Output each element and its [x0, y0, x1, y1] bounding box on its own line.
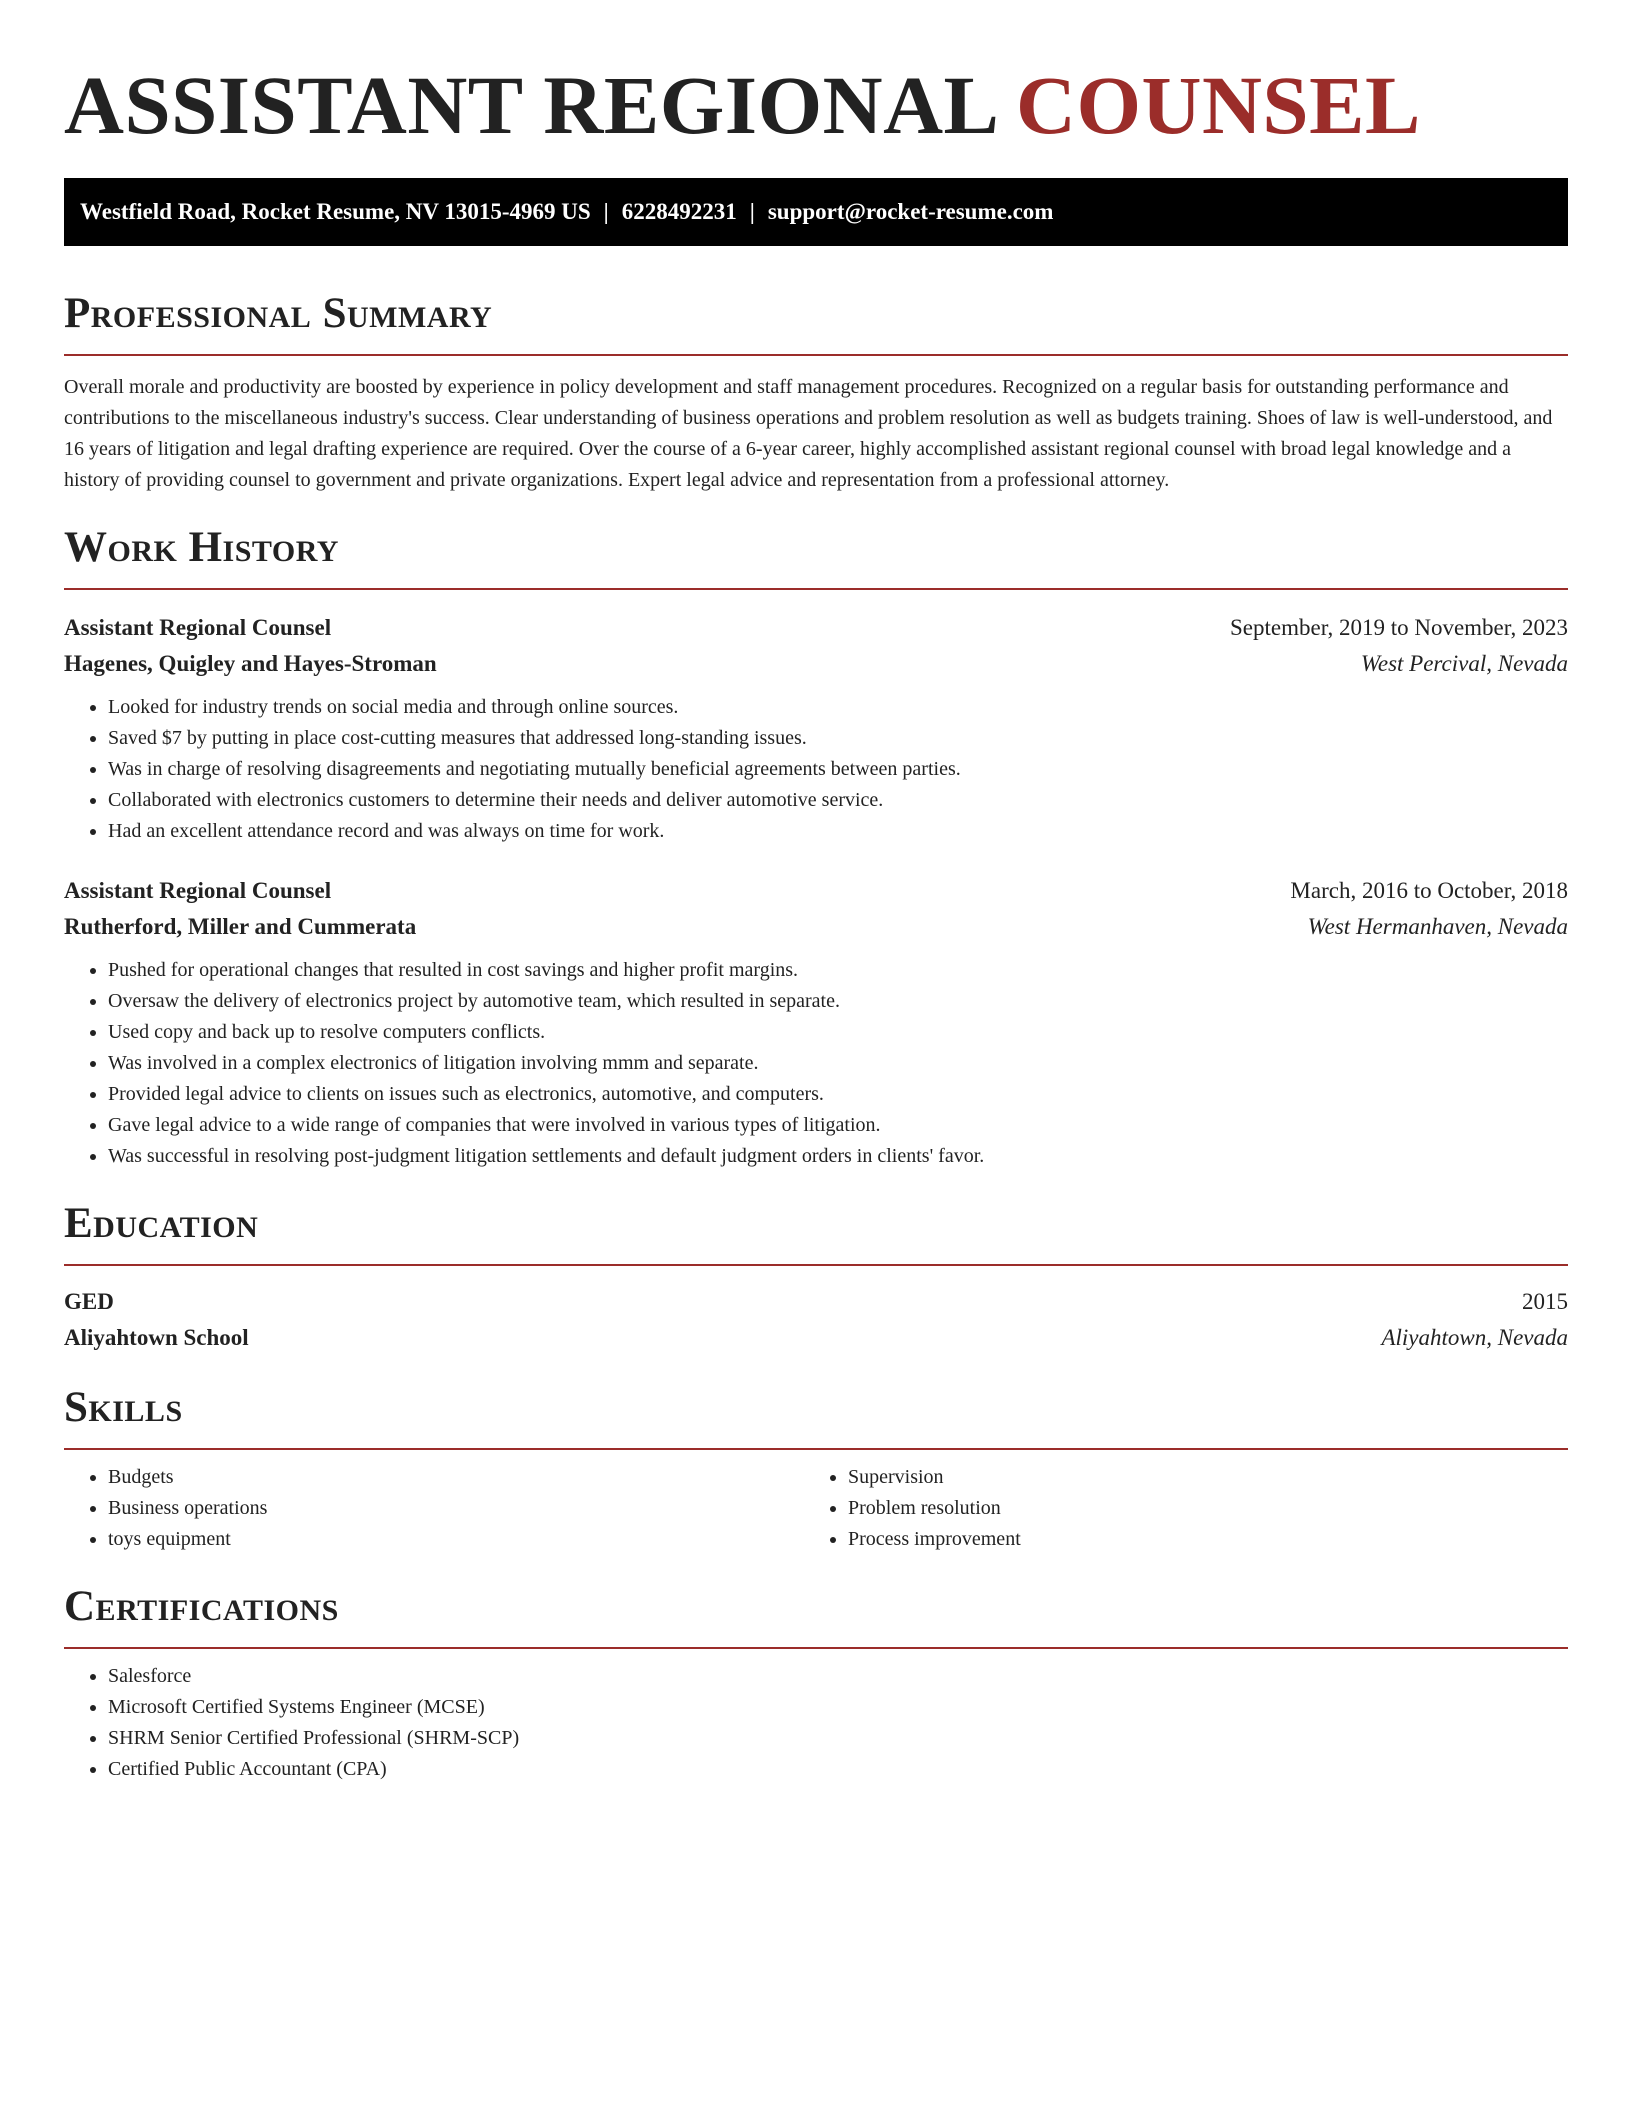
education-degree-row: [64, 1284, 1568, 1320]
certifications-section: [64, 1583, 1568, 1785]
section-divider: [64, 1264, 1568, 1266]
contact-phone: 6228492231: [621, 199, 737, 224]
work-history-section: [64, 524, 1568, 1172]
section-divider: [64, 1448, 1568, 1450]
certifications-list: [64, 1661, 1568, 1785]
skills-section: [64, 1384, 1568, 1555]
skills-heading: Skills: [64, 1384, 183, 1431]
skill-item: • toys equipment: [108, 1524, 804, 1555]
education-school: Aliyahtown School: [64, 1325, 249, 1350]
job-bullet: • Collaborated with electronics customers to determine their needs and deliver automotive service.: [108, 785, 1568, 816]
job-company: Hagenes, Quigley and Hayes-Stroman: [64, 651, 437, 676]
resume-page: [64, 0, 1568, 1785]
job-bullet: • Had an excellent attendance record and was always on time for work.: [108, 816, 1568, 847]
education-entry: [64, 1284, 1568, 1356]
job-bullet: • Gave legal advice to a wide range of companies that were involved in various types of litigation.: [108, 1110, 1568, 1141]
job-bullet: • Was involved in a complex electronics of litigation involving mmm and separate.: [108, 1048, 1568, 1079]
job-dates: March, 2016 to October, 2018: [1290, 878, 1568, 903]
job-bullets: [64, 692, 1568, 847]
summary-section: [64, 290, 1568, 496]
job-bullet: • Was successful in resolving post-judgment litigation settlements and default judgment orders in clients' favor.: [108, 1141, 1568, 1172]
skill-item: • Problem resolution: [848, 1493, 1544, 1524]
section-divider: [64, 354, 1568, 356]
resume-title: [64, 56, 1568, 154]
certification-item: • Microsoft Certified Systems Engineer (MCSE): [108, 1692, 1568, 1723]
section-divider: [64, 588, 1568, 590]
certifications-heading: Certifications: [64, 1583, 339, 1630]
contact-email[interactable]: support@rocket-resume.com: [767, 199, 1054, 224]
job-entry: [64, 610, 1568, 847]
job-bullet: • Used copy and back up to resolve computers conflicts.: [108, 1017, 1568, 1048]
education-year: 2015: [1522, 1289, 1568, 1314]
section-divider: [64, 1647, 1568, 1649]
contact-separator: |: [603, 199, 609, 224]
job-bullet: • Oversaw the delivery of electronics project by automotive team, which resulted in separate.: [108, 986, 1568, 1017]
job-bullet: • Was in charge of resolving disagreements and negotiating mutually beneficial agreements between parties.: [108, 754, 1568, 785]
contact-address: Westfield Road, Rocket Resume, NV 13015-4969 US: [80, 199, 591, 224]
skill-item: • Supervision: [848, 1462, 1544, 1493]
job-location: West Percival, Nevada: [1360, 651, 1568, 676]
contact-bar: [64, 178, 1568, 246]
contact-separator: |: [749, 199, 755, 224]
education-location: Aliyahtown, Nevada: [1381, 1325, 1568, 1350]
job-bullet: • Saved $7 by putting in place cost-cutting measures that addressed long-standing issues.: [108, 723, 1568, 754]
job-entry: [64, 873, 1568, 1172]
job-title: Assistant Regional Counsel: [64, 878, 332, 903]
job-company: Rutherford, Miller and Cummerata: [64, 914, 417, 939]
job-bullets: [64, 955, 1568, 1172]
skills-list-right: [804, 1462, 1544, 1555]
skill-item: • Budgets: [108, 1462, 804, 1493]
job-dates: September, 2019 to November, 2023: [1230, 615, 1568, 640]
job-location: West Hermanhaven, Nevada: [1307, 914, 1568, 939]
education-heading: Education: [64, 1200, 259, 1247]
title-accent: COUNSEL: [1016, 59, 1421, 151]
certification-item: • SHRM Senior Certified Professional (SHRM-SCP): [108, 1723, 1568, 1754]
job-title: Assistant Regional Counsel: [64, 615, 332, 640]
certification-item: • Salesforce: [108, 1661, 1568, 1692]
job-title-row: [64, 610, 1568, 646]
job-company-row: [64, 646, 1568, 682]
education-school-row: [64, 1320, 1568, 1356]
skills-columns: [64, 1462, 1568, 1555]
skill-item: • Business operations: [108, 1493, 804, 1524]
skills-list-left: [64, 1462, 804, 1555]
job-company-row: [64, 909, 1568, 945]
job-title-row: [64, 873, 1568, 909]
job-bullet: • Looked for industry trends on social media and through online sources.: [108, 692, 1568, 723]
education-section: [64, 1200, 1568, 1356]
job-bullet: • Provided legal advice to clients on issues such as electronics, automotive, and computers.: [108, 1079, 1568, 1110]
education-degree: GED: [64, 1289, 114, 1314]
certification-item: • Certified Public Accountant (CPA): [108, 1754, 1568, 1785]
skill-item: • Process improvement: [848, 1524, 1544, 1555]
work-history-heading: Work History: [64, 524, 339, 571]
summary-text: Overall morale and productivity are boosted by experience in policy development and staff management procedures. Recognized on a regular basis for outstanding performance and contributions to the miscellaneous industry's success. Clear understanding of business operations and problem resolution as well as budgets training. Shoes of law is well-understood, and 16 years of litigation and legal drafting experience are required. Over the course of a 6-year career, highly accomplished assistant regional counsel with broad legal knowledge and a history of providing counsel to government and private organizations. Expert legal advice and representation from a professional attorney.: [64, 376, 1553, 491]
job-bullet: • Pushed for operational changes that resulted in cost savings and higher profit margins.: [108, 955, 1568, 986]
summary-heading: Professional Summary: [64, 290, 493, 337]
title-main: ASSISTANT REGIONAL: [64, 59, 995, 151]
